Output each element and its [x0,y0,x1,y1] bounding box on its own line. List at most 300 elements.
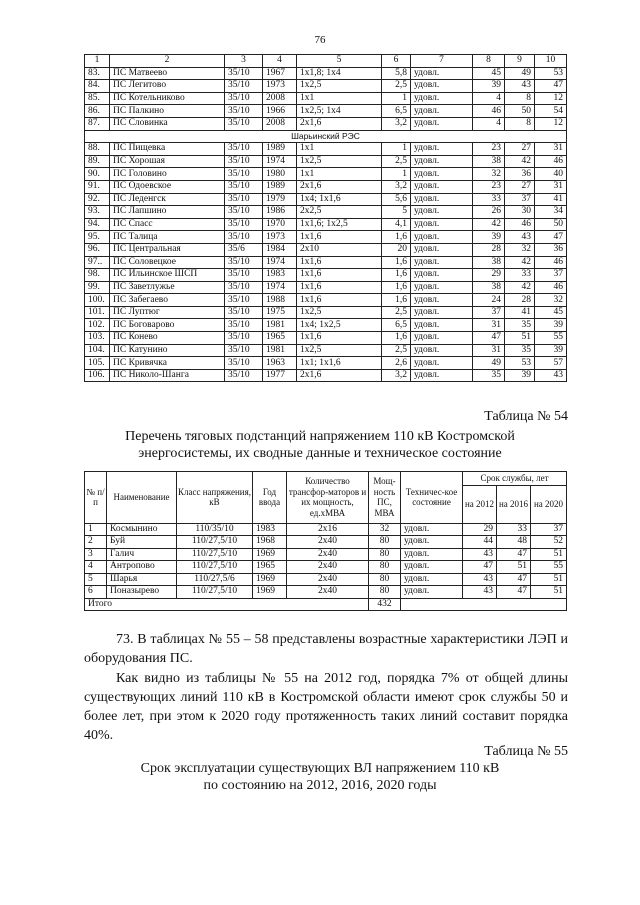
row-num: 83. [85,67,110,80]
row-voltage: 110/35/10 [177,523,253,536]
table-row [85,80,567,93]
row-name: Буй [107,536,177,549]
row-age-2020: 51 [531,548,567,561]
table55-title-line1: Срок эксплуатации существующих ВЛ напряжением 110 кВ [140,761,500,776]
row-state: удовл. [411,193,473,206]
row-age-2012: 24 [473,294,505,307]
table-row [85,117,567,130]
row-num: 6 [85,586,107,599]
row-age-2020: 46 [535,256,567,269]
row-state: удовл. [411,92,473,105]
row-power: 2,5 [382,344,411,357]
row-power: 80 [369,586,401,599]
row-transformers: 2х40 [287,586,369,599]
row-year: 1973 [263,80,297,93]
row-power: 3,2 [382,369,411,382]
row-year: 1988 [263,294,297,307]
row-age-2020: 51 [531,586,567,599]
row-age-2012: 23 [473,180,505,193]
row-name: ПС Центральная [110,243,225,256]
row-name: ПС Николо-Шанга [110,369,225,382]
row-state: удовл. [411,105,473,118]
row-voltage: 35/10 [225,193,263,206]
row-power: 80 [369,536,401,549]
row-name: ПС Котельниково [110,92,225,105]
row-num: 100. [85,294,110,307]
row-num: 90. [85,168,110,181]
column-number: 6 [382,55,411,68]
row-power: 4,1 [382,218,411,231]
table-row [85,357,567,370]
row-age-2012: 28 [473,243,505,256]
row-age-2020: 37 [531,523,567,536]
table-row [85,193,567,206]
table54-title-line1: Перечень тяговых подстанций напряжением 110 кВ Костромской [125,429,515,444]
row-age-2020: 46 [535,155,567,168]
row-power: 1,6 [382,332,411,345]
row-name: ПС Палкино [110,105,225,118]
row-age-2020: 31 [535,180,567,193]
row-year: 1984 [263,243,297,256]
row-age-2016: 35 [505,319,535,332]
row-state: удовл. [411,180,473,193]
table-row [85,548,567,561]
row-year: 2008 [263,92,297,105]
row-state: удовл. [411,117,473,130]
row-age-2020: 53 [535,67,567,80]
row-age-2020: 55 [531,561,567,574]
row-transformers: 2х40 [287,561,369,574]
row-state: удовл. [401,586,463,599]
row-power: 5 [382,206,411,219]
row-year: 1968 [253,536,287,549]
row-age-2012: 29 [473,269,505,282]
row-transformers: 1х1 [297,168,382,181]
row-num: 98. [85,269,110,282]
row-num: 97.. [85,256,110,269]
row-age-2016: 46 [505,218,535,231]
row-age-2012: 47 [463,561,497,574]
row-power: 2,5 [382,306,411,319]
row-num: 1 [85,523,107,536]
row-voltage: 35/10 [225,206,263,219]
row-state: удовл. [411,206,473,219]
row-voltage: 35/10 [225,344,263,357]
row-voltage: 35/10 [225,80,263,93]
header-state: Техничес-кое состояние [401,472,463,524]
row-transformers: 1х1,6 [297,231,382,244]
row-voltage: 35/10 [225,357,263,370]
column-number: 3 [225,55,263,68]
row-age-2012: 49 [473,357,505,370]
row-transformers: 1х1; 1х1,6 [297,357,382,370]
row-num: 86. [85,105,110,118]
row-age-2012: 45 [473,67,505,80]
section-title: Шарьинский РЭС [85,130,567,143]
row-age-2016: 8 [505,92,535,105]
row-power: 80 [369,548,401,561]
row-age-2016: 36 [505,168,535,181]
substations-35kv-table [84,54,567,382]
row-transformers: 1х2,5 [297,344,382,357]
table-row [85,269,567,282]
row-age-2020: 36 [535,243,567,256]
row-num: 95. [85,231,110,244]
row-state: удовл. [411,306,473,319]
row-name: ПС Леденгск [110,193,225,206]
row-age-2016: 37 [505,193,535,206]
row-year: 1974 [263,155,297,168]
row-transformers: 1х2,5 [297,306,382,319]
row-num: 94. [85,218,110,231]
column-number: 2 [110,55,225,68]
row-age-2016: 33 [497,523,531,536]
row-age-2020: 32 [535,294,567,307]
table54-title-line2: энергосистемы, их сводные данные и техническое состояние [138,446,502,461]
table-row [85,105,567,118]
row-power: 1 [382,143,411,156]
row-state: удовл. [411,344,473,357]
row-transformers: 2х2,5 [297,206,382,219]
row-num: 96. [85,243,110,256]
table-row [85,143,567,156]
row-voltage: 35/10 [225,105,263,118]
table-row [85,243,567,256]
row-power: 1,6 [382,294,411,307]
row-state: удовл. [411,369,473,382]
row-num: 4 [85,561,107,574]
paragraph-73: 73. В таблицах № 55 – 58 представлены возрастные характеристики ЛЭП и оборудования ПС. [84,632,568,666]
row-transformers: 2х1,6 [297,117,382,130]
header-transformers: Количество трансфор-маторов и их мощность, ед.хМВА [287,472,369,524]
row-power: 32 [369,523,401,536]
total-value: 432 [369,598,401,611]
row-num: 91. [85,180,110,193]
row-age-2016: 8 [505,117,535,130]
row-transformers: 2х40 [287,536,369,549]
row-age-2012: 43 [463,548,497,561]
row-age-2020: 34 [535,206,567,219]
row-age-2016: 51 [505,332,535,345]
row-age-2020: 12 [535,117,567,130]
table-row [85,536,567,549]
row-age-2016: 47 [497,573,531,586]
paragraph-table55-note: Как видно из таблицы № 55 на 2012 год, порядка 7% от общей длины существующих линий 110 кВ в Костромской области имеют срок службы 50 и более лет, при этом к 2020 году протяженность таких линий составит порядка 40%. [84,671,568,743]
row-name: ПС Конево [110,332,225,345]
row-age-2016: 39 [505,369,535,382]
total-label: Итого [85,598,369,611]
row-num: 88. [85,143,110,156]
row-age-2012: 23 [473,143,505,156]
row-voltage: 110/27,5/6 [177,573,253,586]
table-row [85,306,567,319]
row-power: 80 [369,561,401,574]
row-age-2012: 43 [463,573,497,586]
row-transformers: 1х1,6 [297,256,382,269]
row-voltage: 35/10 [225,117,263,130]
row-year: 1966 [263,105,297,118]
row-transformers: 1х2,5 [297,155,382,168]
row-state: удовл. [401,548,463,561]
page-number: 76 [314,34,326,46]
traction-substations-table [84,471,567,611]
header-voltage: Класс напряжения, кВ [177,472,253,524]
row-transformers: 1х2,5; 1х4 [297,105,382,118]
row-state: удовл. [411,155,473,168]
row-state: удовл. [411,143,473,156]
row-transformers: 2х10 [297,243,382,256]
row-voltage: 35/6 [225,243,263,256]
row-state: удовл. [411,357,473,370]
row-name: ПС Соловецкое [110,256,225,269]
total-empty [401,598,567,611]
row-age-2016: 30 [505,206,535,219]
row-voltage: 110/27,5/10 [177,548,253,561]
row-age-2012: 35 [473,369,505,382]
row-year: 1975 [263,306,297,319]
row-age-2020: 40 [535,168,567,181]
column-number: 7 [411,55,473,68]
row-name: Шарья [107,573,177,586]
row-power: 1,6 [382,281,411,294]
row-age-2016: 27 [505,180,535,193]
table-row [85,561,567,574]
row-power: 1,6 [382,269,411,282]
row-power: 3,2 [382,180,411,193]
row-year: 1983 [253,523,287,536]
table55-title-line2: по состоянию на 2012, 2016, 2020 годы [203,778,437,793]
row-year: 1965 [263,332,297,345]
row-voltage: 35/10 [225,67,263,80]
row-age-2012: 37 [473,306,505,319]
row-transformers: 2х1,6 [297,369,382,382]
row-age-2016: 51 [497,561,531,574]
row-age-2016: 48 [497,536,531,549]
column-number: 4 [263,55,297,68]
row-age-2012: 38 [473,256,505,269]
row-voltage: 110/27,5/10 [177,536,253,549]
row-state: удовл. [401,523,463,536]
row-power: 6,5 [382,105,411,118]
row-power: 1 [382,92,411,105]
table-row [85,369,567,382]
row-num: 105. [85,357,110,370]
table-row [85,586,567,599]
row-voltage: 35/10 [225,281,263,294]
row-age-2020: 52 [531,536,567,549]
row-age-2020: 37 [535,269,567,282]
row-voltage: 35/10 [225,168,263,181]
total-row [85,598,567,611]
table-row [85,155,567,168]
row-year: 1989 [263,180,297,193]
row-age-2016: 27 [505,143,535,156]
row-age-2012: 39 [473,231,505,244]
table-row [85,256,567,269]
row-voltage: 35/10 [225,306,263,319]
row-state: удовл. [411,281,473,294]
row-state: удовл. [411,269,473,282]
row-age-2016: 43 [505,80,535,93]
row-age-2020: 39 [535,319,567,332]
section-row [85,130,567,143]
row-age-2016: 32 [505,243,535,256]
row-state: удовл. [411,80,473,93]
row-age-2012: 29 [463,523,497,536]
row-power: 2,5 [382,80,411,93]
row-year: 1981 [263,319,297,332]
row-voltage: 110/27,5/10 [177,561,253,574]
row-num: 92. [85,193,110,206]
row-transformers: 1х1 [297,92,382,105]
row-name: ПС Кривячка [110,357,225,370]
row-age-2020: 45 [535,306,567,319]
row-age-2012: 44 [463,536,497,549]
row-age-2020: 46 [535,281,567,294]
row-name: ПС Талица [110,231,225,244]
row-year: 1983 [263,269,297,282]
header-name: Наименование [107,472,177,524]
row-name: ПС Легитово [110,80,225,93]
row-transformers: 1х1,8; 1х4 [297,67,382,80]
row-voltage: 35/10 [225,218,263,231]
row-voltage: 35/10 [225,256,263,269]
row-num: 2 [85,536,107,549]
row-age-2016: 42 [505,256,535,269]
row-power: 2,5 [382,155,411,168]
row-age-2020: 41 [535,193,567,206]
row-transformers: 2х1,6 [297,180,382,193]
row-num: 3 [85,548,107,561]
row-transformers: 2х40 [287,548,369,561]
row-transformers: 1х1,6 [297,294,382,307]
row-num: 99. [85,281,110,294]
row-age-2020: 31 [535,143,567,156]
row-voltage: 35/10 [225,231,263,244]
column-number: 9 [505,55,535,68]
row-age-2012: 31 [473,344,505,357]
row-name: ПС Катунино [110,344,225,357]
row-power: 1,6 [382,231,411,244]
row-name: ПС Заветлужье [110,281,225,294]
table-row [85,523,567,536]
row-state: удовл. [411,243,473,256]
table-row [85,67,567,80]
table-row [85,332,567,345]
row-state: удовл. [411,256,473,269]
row-num: 102. [85,319,110,332]
row-age-2020: 39 [535,344,567,357]
row-age-2012: 38 [473,281,505,294]
row-num: 5 [85,573,107,586]
row-year: 1967 [263,67,297,80]
row-year: 1986 [263,206,297,219]
row-age-2012: 38 [473,155,505,168]
row-name: ПС Пищевка [110,143,225,156]
column-number: 5 [297,55,382,68]
row-state: удовл. [411,67,473,80]
row-name: ПС Лапшино [110,206,225,219]
header-service-life: Срок службы, лет [463,472,567,486]
row-voltage: 35/10 [225,294,263,307]
column-number: 1 [85,55,110,68]
row-state: удовл. [401,573,463,586]
table-row [85,92,567,105]
row-power: 2,6 [382,357,411,370]
row-age-2012: 39 [473,80,505,93]
row-age-2016: 53 [505,357,535,370]
row-name: ПС Словинка [110,117,225,130]
row-num: 89. [85,155,110,168]
row-state: удовл. [401,561,463,574]
row-year: 1974 [263,256,297,269]
row-voltage: 35/10 [225,269,263,282]
row-state: удовл. [411,294,473,307]
row-transformers: 1х1,6 [297,281,382,294]
column-number: 8 [473,55,505,68]
row-power: 5,8 [382,67,411,80]
row-year: 1989 [263,143,297,156]
header-2016: на 2016 [497,485,531,523]
row-age-2012: 4 [473,92,505,105]
row-age-2016: 42 [505,281,535,294]
row-name: ПС Боговарово [110,319,225,332]
row-year: 1977 [263,369,297,382]
row-year: 1970 [263,218,297,231]
header-2012: на 2012 [463,485,497,523]
row-age-2016: 42 [505,155,535,168]
row-year: 1963 [263,357,297,370]
table-row [85,168,567,181]
row-age-2016: 50 [505,105,535,118]
row-voltage: 35/10 [225,92,263,105]
row-name: ПС Забегаево [110,294,225,307]
row-num: 103. [85,332,110,345]
header-num: № п/п [85,472,107,524]
row-transformers: 1х1,6; 1х2,5 [297,218,382,231]
row-power: 20 [382,243,411,256]
row-state: удовл. [411,218,473,231]
row-voltage: 35/10 [225,155,263,168]
row-year: 1979 [263,193,297,206]
row-name: ПС Матвеево [110,67,225,80]
row-age-2012: 26 [473,206,505,219]
row-year: 1969 [253,548,287,561]
header-2020: на 2020 [531,485,567,523]
row-age-2016: 41 [505,306,535,319]
row-voltage: 35/10 [225,332,263,345]
row-year: 1969 [253,586,287,599]
row-age-2020: 57 [535,357,567,370]
row-voltage: 35/10 [225,180,263,193]
row-power: 5,6 [382,193,411,206]
row-num: 84. [85,80,110,93]
row-age-2012: 32 [473,168,505,181]
row-state: удовл. [411,319,473,332]
row-transformers: 1х4; 1х1,6 [297,193,382,206]
row-age-2012: 43 [463,586,497,599]
row-age-2020: 47 [535,231,567,244]
row-name: Поназырево [107,586,177,599]
row-age-2016: 49 [505,67,535,80]
column-number: 10 [535,55,567,68]
row-state: удовл. [411,231,473,244]
row-voltage: 110/27,5/10 [177,586,253,599]
row-age-2020: 55 [535,332,567,345]
row-state: удовл. [411,332,473,345]
row-age-2016: 47 [497,586,531,599]
table-row [85,206,567,219]
